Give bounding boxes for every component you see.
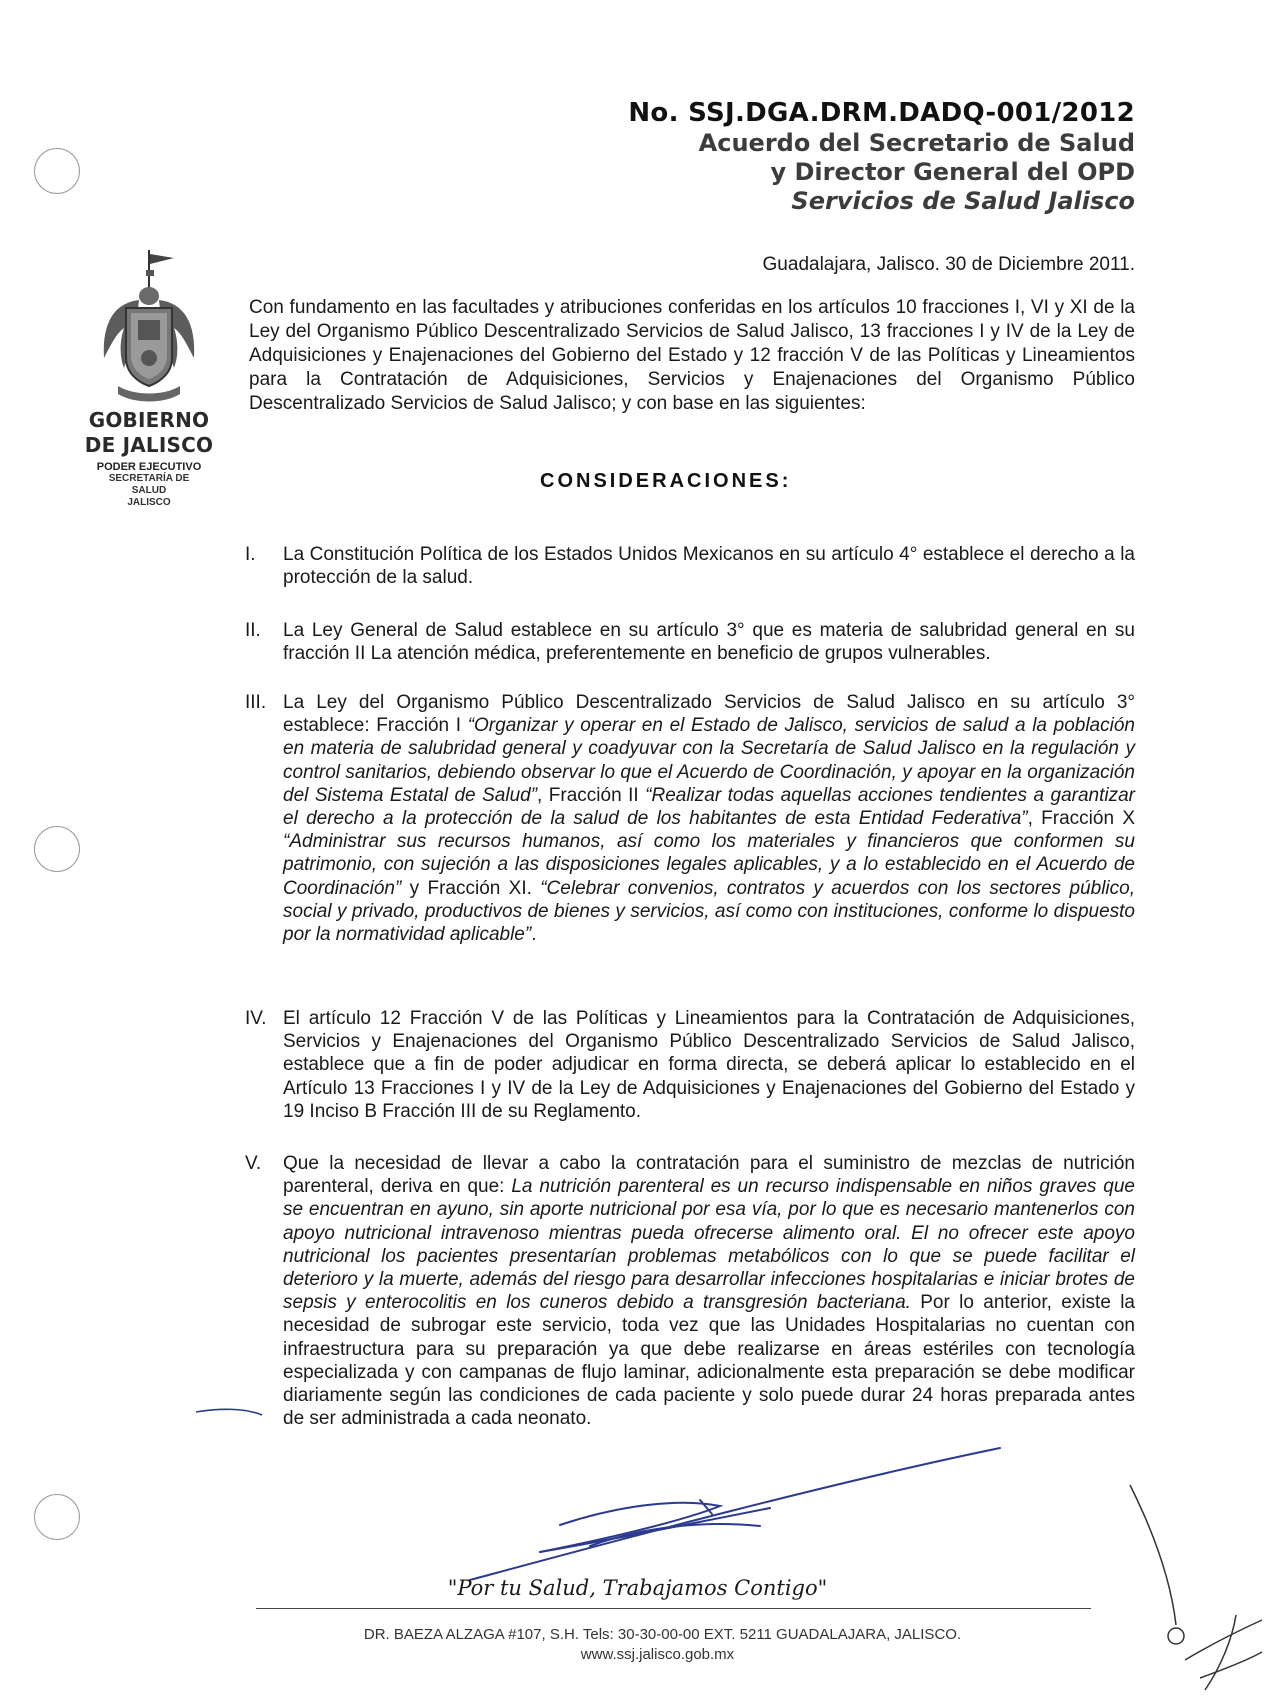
footer-motto: "Por tu Salud, Trabajamos Contigo" [447,1576,828,1600]
header-title-line-2: y Director General del OPD [770,157,1135,186]
item-text: El artículo 12 Fracción V de las Políticas y Lineamientos para la Contratación de Adquisiciones, Servicios y Enajenaciones del Organismo Público Descentralizado Servicios de Salud Jalisco, establece que a fin de poder adjudicar en forma directa, se deberá aplicar lo establecido en el Artículo 13 Fracciones I y IV de la Ley de Adquisiciones y Enajenaciones del Gobierno del Estado y 19 Inciso B Fracción III de su Reglamento. [283,1008,1135,1122]
logo-text-salud: SALUD [131,485,167,496]
footer-divider [256,1608,1091,1609]
item-text: La Ley General de Salud establece en su artículo 3° que es materia de salubridad general en su fracción II La atención médica, preferentemente en beneficio de grupos vulnerables. [283,620,1135,665]
header-title-line-1: Acuerdo del Secretario de Salud [698,129,1135,158]
item-text-plain: , Fracción X [1027,808,1135,830]
logo-text-secretaria: SECRETARÍA DE [108,473,190,484]
item-text: La Constitución Política de los Estados Unidos Mexicanos en su artículo 4° establece el derecho a la protección de la salud. [283,544,1135,589]
considerations-heading: CONSIDERACIONES: [540,470,792,492]
item-text-plain: , Fracción II [537,784,646,806]
item-quote: La nutrición parenteral es un recurso indispensable en niños graves que se encuentran en ayuno, sin aporte nutricional por esa vía, por lo que es necesario mantenerlos con apoyo nutricional intravenoso mientras pueda ofrecerse alimento oral. El no ofrecer este apoyo nutricional los pacientes presentarían problemas metabólicos con lo que se puede facilitar el deterioro y la muerte, además del riesgo para desarrollar infecciones hospitalarias e iniciar brotes de sepsis y enterocolitis en los cuneros debido a transgresión bacteriana. [283,1176,1135,1314]
item-text-plain: . [531,924,537,946]
item-number: V. [245,1153,262,1174]
logo-text-poder-ejecutivo: PODER EJECUTIVO [96,461,202,473]
item-number: I. [245,544,256,565]
logo-text-gobierno: GOBIERNO [88,408,210,432]
item-quote: “Realizar todas aquellas acciones tendientes a garantizar el derecho a la protección de la salud de los habitantes de esta Entidad Federativa” [283,784,1135,830]
header-title-line-3: Servicios de Salud Jalisco [791,186,1135,215]
item-quote: “Celebrar convenios, contratos y acuerdos con los sectores público, social y privado, productivos de bienes y servicios, así como con instituciones, conforme lo dispuesto por la normatividad aplicable” [283,877,1135,946]
margin-mark-icon [196,1409,262,1415]
item-text-plain: La Ley del Organismo Público Descentralizado Servicios de Salud Jalisco en su artículo 3° establece: Fracción I [283,692,1135,737]
item-quote: “Organizar y operar en el Estado de Jalisco, servicios de salud a la población en materia de salubridad general y coadyuvar con la Secretaría de Salud Jalisco en la regulación y control sanitarios, debiendo observar lo que el Acuerdo de Coordinación, y apoyar en la organización del Sistema Estatal de Salud” [283,715,1135,806]
item-quote: “Administrar sus recursos humanos, así como los materiales y financieros que conformen su patrimonio, con sujeción a las disposiciones legales aplicables, y a lo establecido en el Acuerdo de Coordinación” [283,831,1135,899]
intro-paragraph: Con fundamento en las facultades y atribuciones conferidas en los artículos 10 fracciones I, VI y XI de la Ley del Organismo Público Descentralizado Servicios de Salud Jalisco, 13 fracciones I y IV de la Ley de Adquisiciones y Enajenaciones del Gobierno del Estado y 12 fracción V de las Políticas y Lineamientos para la Contratación de Adquisiciones, Servicios y Enajenaciones del Organismo Público Descentralizado Servicios de Salud Jalisco; y con base en las siguientes: [249,297,1135,414]
logo-text-jalisco: JALISCO [127,497,171,508]
footer-address: DR. BAEZA ALZAGA #107, S.H. Tels: 30-30-00-00 EXT. 5211 GUADALAJARA, JALISCO. [363,1626,962,1643]
document-date: Guadalajara, Jalisco. 30 de Diciembre 2011. [762,254,1135,275]
signature-icon [470,1448,1000,1580]
item-number: III. [245,692,267,713]
item-text-plain: Que la necesidad de llevar a cabo la contratación para el suministro de mezclas de nutrición parenteral, deriva en que: [283,1153,1135,1198]
item-number: II. [245,620,261,641]
item-number: IV. [245,1008,267,1029]
footer-website: www.ssj.jalisco.gob.mx [580,1646,735,1663]
item-text-plain: y Fracción XI. [401,877,541,899]
item-text-plain: Por lo anterior, existe la necesidad de subrogar este servicio, toda vez que las Unidades Hospitalarias no cuentan con infraestructura para su preparación ya que debe realizarse en áreas estériles con tecnología especializada y con campanas de flujo laminar, adicionalmente esta preparación se debe modificar diariamente según las condiciones de cada paciente y solo puede durar 24 horas preparada antes de ser administrada a cada neonato. [283,1292,1136,1430]
logo-text-de-jalisco: DE JALISCO [84,433,214,457]
document-number: No. SSJ.DGA.DRM.DADQ-001/2012 [628,98,1135,128]
